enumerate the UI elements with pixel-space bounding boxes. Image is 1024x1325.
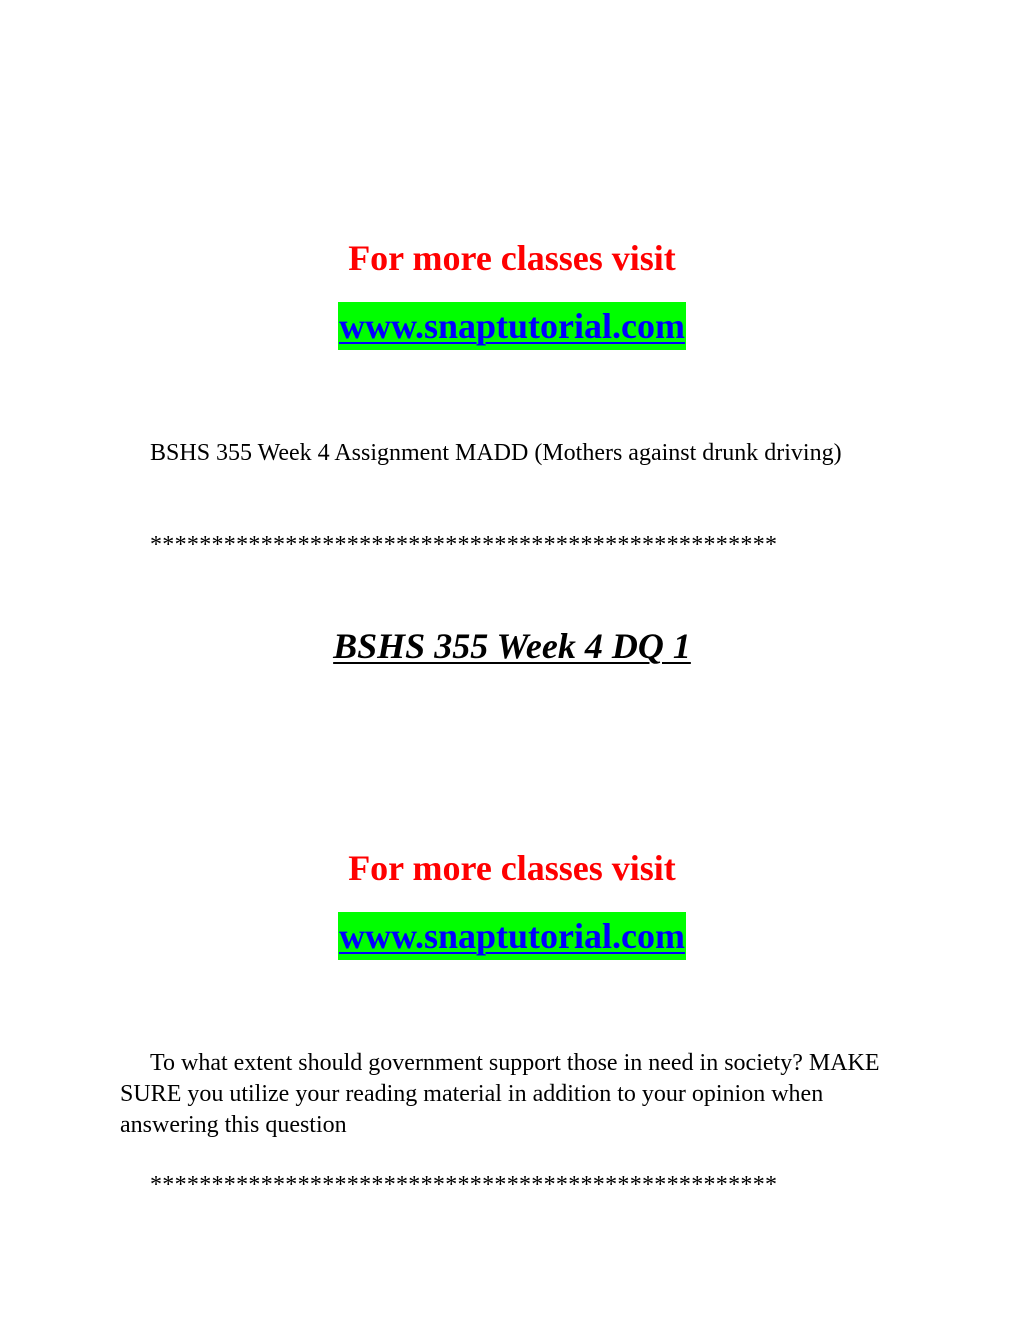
snaptutorial-link-1[interactable]: www.snaptutorial.com [338, 302, 686, 350]
dq-question: To what extent should government support those in need in society? MAKE SURE you utilize your reading material in addition to your opinion when answering this question [120, 1050, 880, 1138]
promo-heading-2: For more classes visit [348, 848, 676, 888]
separator-stars-1: *************************************************** [150, 532, 778, 558]
promo-link-wrap-1 [0, 302, 1024, 350]
snaptutorial-link-2[interactable]: www.snaptutorial.com [338, 912, 686, 960]
dq-title: BSHS 355 Week 4 DQ 1 [333, 626, 691, 666]
assignment-description: BSHS 355 Week 4 Assignment MADD (Mothers against drunk driving) [150, 440, 842, 466]
promo-heading-1: For more classes visit [348, 238, 676, 278]
separator-stars-2: *************************************************** [150, 1172, 778, 1198]
promo-link-wrap-2 [0, 912, 1024, 960]
